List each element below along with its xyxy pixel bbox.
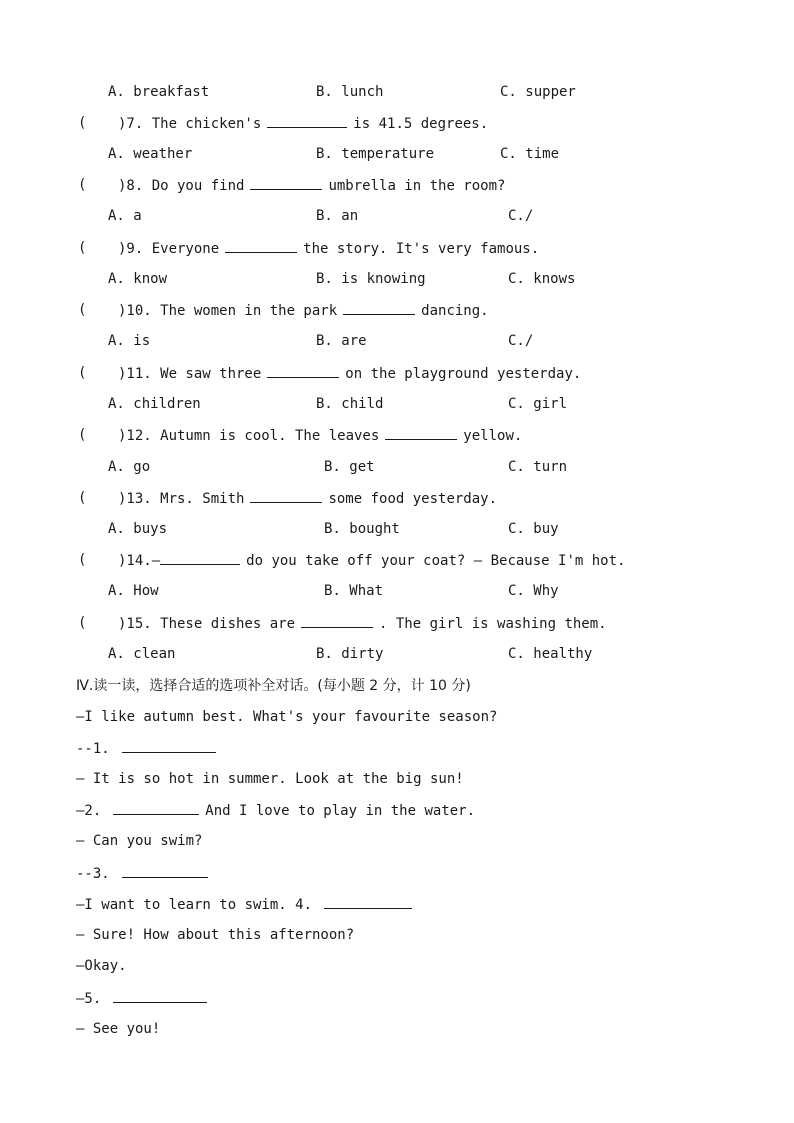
dialogue-text: — Can you swim? <box>76 833 203 849</box>
question-12 <box>0 425 794 445</box>
dialogue-text: —I want to learn to swim. 4. <box>76 897 313 913</box>
option-a: A. buys <box>108 521 168 537</box>
question-stem: )7. The chicken's <box>118 116 262 132</box>
option-c: C. buy <box>508 521 559 537</box>
dialogue-text: — See you! <box>76 1021 161 1037</box>
question-tail: the story. It's very famous. <box>303 241 540 257</box>
question-8 <box>0 175 794 195</box>
answer-blank[interactable] <box>301 613 373 628</box>
option-b: B. dirty <box>316 646 384 662</box>
option-c: C. time <box>500 146 560 162</box>
question-text <box>118 488 497 509</box>
dialogue-line <box>76 800 475 821</box>
option-a: A. go <box>108 459 151 475</box>
option-a: A. know <box>108 271 168 287</box>
option-b: B. temperature <box>316 146 435 162</box>
answer-blank[interactable] <box>267 113 347 128</box>
question-7 <box>0 113 794 133</box>
answer-blank[interactable] <box>250 175 322 190</box>
question-stem: )10. The women in the park <box>118 303 338 319</box>
answer-paren[interactable]: ( <box>78 615 87 631</box>
option-a: A. clean <box>108 646 176 662</box>
option-a: A. breakfast <box>108 84 210 100</box>
dialogue-line <box>76 863 214 884</box>
question-11-options <box>0 394 794 414</box>
question-tail: umbrella in the room? <box>328 178 506 194</box>
question-15 <box>0 613 794 633</box>
answer-paren[interactable]: ( <box>78 302 87 318</box>
dialogue-line <box>76 956 127 976</box>
question-tail: . The girl is washing them. <box>379 616 607 632</box>
dialogue-text: — Sure! How about this afternoon? <box>76 927 355 943</box>
answer-blank-5[interactable] <box>113 988 207 1003</box>
question-10 <box>0 300 794 320</box>
dialogue-text: --1. <box>76 741 110 757</box>
option-c: C. girl <box>508 396 568 412</box>
option-c: C. healthy <box>508 646 593 662</box>
option-a: A. a <box>108 208 142 224</box>
question-11 <box>0 363 794 383</box>
question-12-options <box>0 457 794 477</box>
question-text <box>118 425 522 446</box>
answer-paren[interactable]: ( <box>78 240 87 256</box>
question-tail: dancing. <box>421 303 489 319</box>
option-b: B. child <box>316 396 384 412</box>
option-b: B. lunch <box>316 84 384 100</box>
question-tail: do you take off your coat? — Because I'm hot. <box>246 553 626 569</box>
question-text <box>118 300 489 321</box>
question-9-options <box>0 269 794 289</box>
dialogue-text: —I like autumn best. What's your favourite season? <box>76 709 498 725</box>
dialogue-text: — It is so hot in summer. Look at the big sun! <box>76 771 464 787</box>
question-text <box>118 238 539 259</box>
question-stem: )11. We saw three <box>118 366 262 382</box>
answer-blank-1[interactable] <box>122 738 216 753</box>
option-b: B. bought <box>324 521 400 537</box>
answer-blank-3[interactable] <box>122 863 208 878</box>
question-text <box>118 175 505 196</box>
answer-blank-2[interactable] <box>113 800 199 815</box>
question-tail: yellow. <box>463 428 523 444</box>
question-tail: is 41.5 degrees. <box>353 116 489 132</box>
dialogue-text: —2. <box>76 803 102 819</box>
question-7-options <box>0 144 794 164</box>
option-a: A. is <box>108 333 151 349</box>
question-text <box>118 550 625 571</box>
answer-blank[interactable] <box>385 425 457 440</box>
dialogue-line <box>76 988 213 1009</box>
question-10-options <box>0 331 794 351</box>
answer-paren[interactable]: ( <box>78 115 87 131</box>
question-8-options <box>0 206 794 226</box>
section-4-title: Ⅳ.读一读，选择合适的选项补全对话。(每小题 2 分，计 10 分) <box>76 678 471 694</box>
answer-blank-4[interactable] <box>324 894 412 909</box>
dialogue-text: --3. <box>76 866 110 882</box>
question-text <box>118 613 607 634</box>
answer-paren[interactable]: ( <box>78 490 87 506</box>
question-15-options <box>0 644 794 664</box>
question-text <box>118 113 488 134</box>
dialogue-line <box>76 894 418 915</box>
dialogue-line <box>76 925 354 945</box>
question-stem: )8. Do you find <box>118 178 245 194</box>
option-c: C. knows <box>508 271 576 287</box>
answer-blank[interactable] <box>160 550 240 565</box>
option-b: B. an <box>316 208 359 224</box>
dialogue-line <box>76 1019 160 1039</box>
answer-paren[interactable]: ( <box>78 177 87 193</box>
dialogue-text: —Okay. <box>76 958 127 974</box>
option-b: B. get <box>324 459 375 475</box>
dialogue-tail: And I love to play in the water. <box>205 803 476 819</box>
question-stem: )9. Everyone <box>118 241 220 257</box>
dialogue-text: —5. <box>76 991 102 1007</box>
question-stem: )15. These dishes are <box>118 616 296 632</box>
question-stem: )14.— <box>118 553 161 569</box>
answer-paren[interactable]: ( <box>78 365 87 381</box>
answer-blank[interactable] <box>225 238 297 253</box>
question-stem: )13. Mrs. Smith <box>118 491 245 507</box>
option-c: C./ <box>508 333 534 349</box>
option-c: C./ <box>508 208 534 224</box>
question-9 <box>0 238 794 258</box>
dialogue-line <box>76 769 464 789</box>
option-a: A. How <box>108 583 159 599</box>
option-b: B. What <box>324 583 384 599</box>
question-stem: )12. Autumn is cool. The leaves <box>118 428 380 444</box>
answer-blank[interactable] <box>267 363 339 378</box>
question-14 <box>0 550 794 570</box>
question-13 <box>0 488 794 508</box>
option-a: A. children <box>108 396 201 412</box>
question-tail: some food yesterday. <box>328 491 498 507</box>
answer-paren[interactable]: ( <box>78 427 87 443</box>
answer-blank[interactable] <box>250 488 322 503</box>
option-a: A. weather <box>108 146 193 162</box>
q6-options <box>0 82 794 102</box>
question-text <box>118 363 581 384</box>
question-13-options <box>0 519 794 539</box>
dialogue-line <box>76 831 202 851</box>
option-c: C. Why <box>508 583 559 599</box>
dialogue-line <box>76 707 497 727</box>
answer-paren[interactable]: ( <box>78 552 87 568</box>
option-c: C. supper <box>500 84 576 100</box>
dialogue-line <box>76 738 222 759</box>
option-b: B. are <box>316 333 367 349</box>
option-c: C. turn <box>508 459 568 475</box>
question-tail: on the playground yesterday. <box>345 366 582 382</box>
answer-blank[interactable] <box>343 300 415 315</box>
option-b: B. is knowing <box>316 271 426 287</box>
question-14-options <box>0 581 794 601</box>
